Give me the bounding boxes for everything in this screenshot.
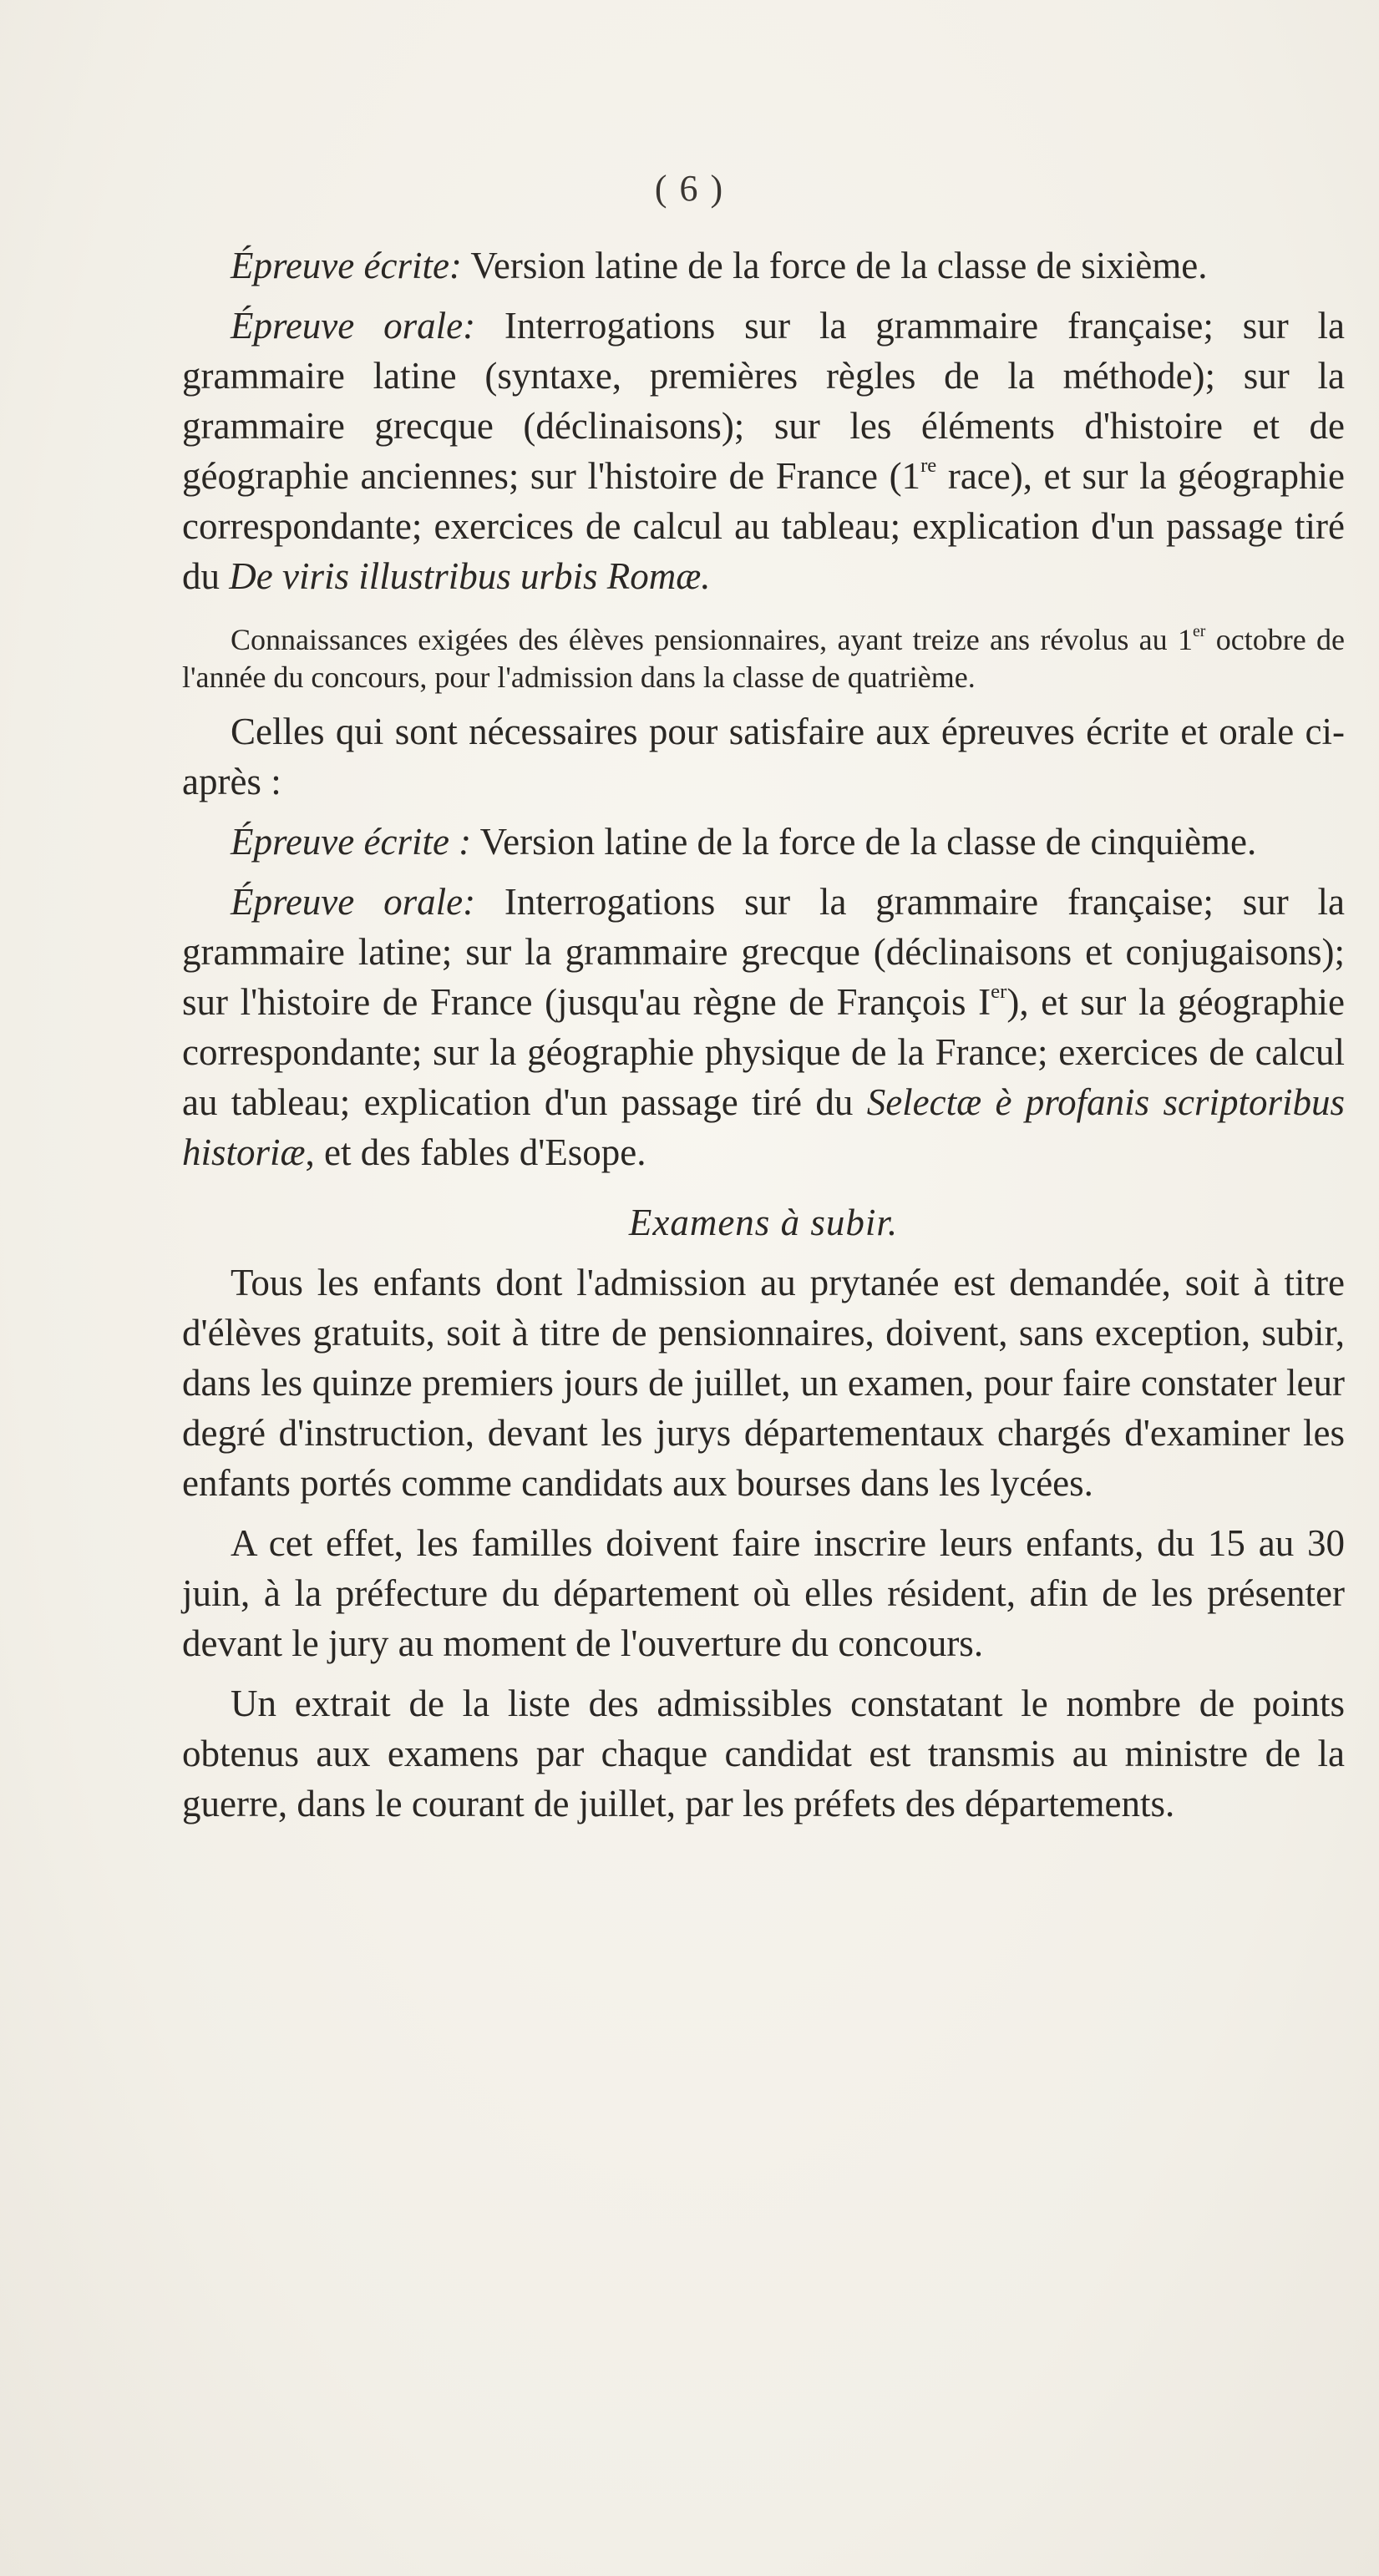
latin-title: Selectæ è profanis scriptoribus historiæ bbox=[182, 1081, 1345, 1173]
superscript: er bbox=[1193, 622, 1206, 641]
paragraph-oral-test-fifth bbox=[182, 877, 1345, 1177]
paragraph-text: octobre de l'année du concours, pour l'admission dans la classe de quatrième. bbox=[182, 623, 1345, 694]
text-column bbox=[182, 240, 1345, 1829]
paragraph-requirements-intro bbox=[182, 706, 1345, 807]
superscript: re bbox=[920, 454, 937, 478]
paragraph-text: A cet effet, les familles doivent faire inscrire leurs enfants, du 15 au 30 juin, à la préfecture du département où elles résident, afin de les présenter devant le jury au moment de l'ouverture du concours. bbox=[182, 1522, 1345, 1664]
page-number: ( 6 ) bbox=[654, 168, 725, 209]
paragraph-admissible-list bbox=[182, 1678, 1345, 1829]
paragraph-written-test-sixth bbox=[182, 240, 1345, 291]
paragraph-text: Connaissances exigées des élèves pensionnaires, ayant treize ans révolus au 1 bbox=[231, 623, 1194, 656]
paragraph-text: Tous les enfants dont l'admission au prytanée est demandée, soit à titre d'élèves gratuits, soit à titre de pensionnaires, doivent, sans exception, subir, dans les quinze premiers jours de juillet, un examen, pour faire constater leur degré d'instruction, devant les jurys départementaux chargés d'examiner les enfants portés comme candidats aux bourses dans les lycées. bbox=[182, 1262, 1345, 1504]
paragraph-text: Version latine de la force de la classe de cinquième. bbox=[471, 821, 1257, 863]
paragraph-oral-test-sixth bbox=[182, 301, 1345, 601]
superscript: er bbox=[991, 980, 1007, 1004]
paragraph-text: ), et sur la géographie correspondante; sur la géographie physique de la France; exercices de calcul au tableau; explication d'un passage tiré du bbox=[182, 981, 1345, 1123]
label-written-test: Épreuve écrite: bbox=[231, 245, 462, 286]
paragraph-text: Celles qui sont nécessaires pour satisfaire aux épreuves écrite et orale ci-après : bbox=[182, 711, 1345, 802]
paragraph-registration bbox=[182, 1518, 1345, 1668]
paragraph-written-test-fifth bbox=[182, 817, 1345, 867]
paragraph-text: Version latine de la force de la classe de sixième. bbox=[461, 245, 1208, 286]
paragraph-text: , et des fables d'Esope. bbox=[305, 1131, 646, 1173]
paragraph-text: race), et sur la géographie correspondante; exercices de calcul au tableau; explication d'un passage tiré du bbox=[182, 455, 1346, 597]
paragraph-exam-requirement bbox=[182, 1258, 1345, 1508]
section-heading: Examens à subir. bbox=[628, 1202, 899, 1243]
label-oral-test: Épreuve orale: bbox=[231, 881, 476, 923]
paragraph-text: Interrogations sur la grammaire française; sur la grammaire latine; sur la grammaire grecque (déclinaisons et conjugaisons); sur l'histoire de France (jusqu'au règne de François I bbox=[182, 881, 1345, 1023]
paragraph-text: Un extrait de la liste des admissibles constatant le nombre de points obtenus aux examens par chaque candidat est transmis au ministre de la guerre, dans le courant de juillet, par les préfets des départements. bbox=[182, 1683, 1345, 1824]
paragraph-text: Interrogations sur la grammaire française; sur la grammaire latine (syntaxe, premières règles de la méthode); sur la grammaire grecque (déclinaisons); sur les éléments d'histoire et de géographie anciennes; sur l'histoire de France (1 bbox=[182, 305, 1345, 497]
label-oral-test: Épreuve orale: bbox=[231, 305, 476, 347]
latin-title: De viris illustribus urbis Romæ. bbox=[229, 555, 711, 597]
label-written-test: Épreuve écrite : bbox=[231, 821, 472, 863]
paragraph-knowledge-requirements bbox=[182, 621, 1345, 696]
